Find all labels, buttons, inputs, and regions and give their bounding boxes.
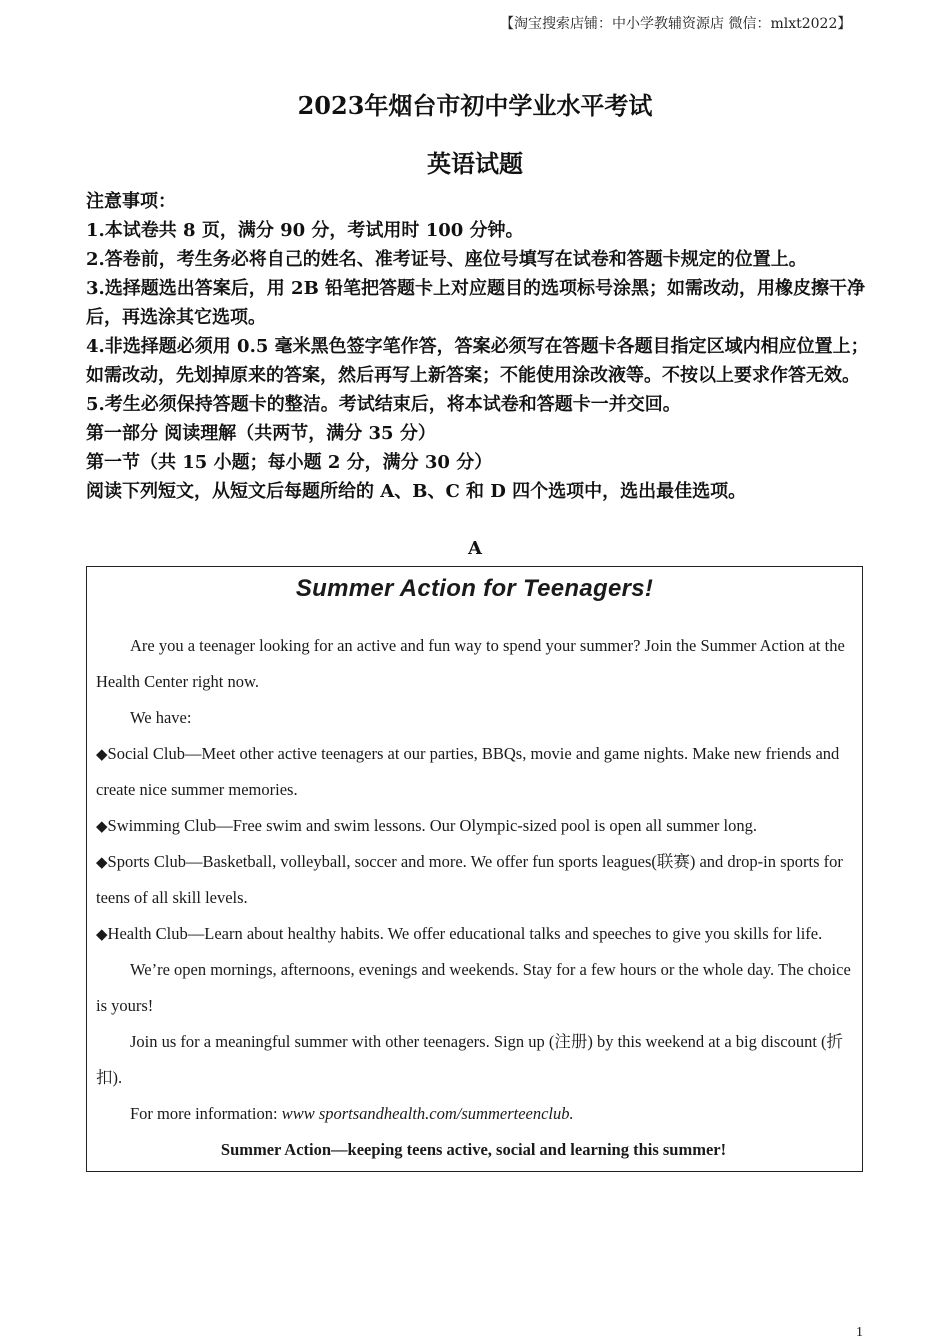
passage-open-hours: We’re open mornings, afternoons, evenings and weekends. Stay for a few hours or the whole day. The choice is yours! (96, 960, 851, 1015)
passage-box (86, 566, 863, 1172)
passage-join: Join us for a meaningful summer with other teenagers. Sign up (注册) by this weekend at a big discount (折扣). (96, 1032, 844, 1087)
note-item: 3.选择题选出答案后，用 2B 铅笔把答题卡上对应题目的选项标号涂黑；如需改动，用橡皮擦干净后，再选涂其它选项。 (86, 278, 866, 328)
passage-tagline: Summer Action—keeping teens active, social and learning this summer! (220, 1140, 727, 1159)
passage-we-have: We have: (130, 708, 192, 727)
diamond-bullet-icon: ◆ (96, 817, 108, 835)
info-label: For more information: (130, 1104, 282, 1123)
list-item-text: Social Club—Meet other active teenagers at our parties, BBQs, movie and game nights. Make new friends and create nice summer memories. (96, 744, 840, 799)
list-item-text: Sports Club—Basketball, volleyball, soccer and more. We offer fun sports leagues(联赛) and drop-in sports for teens of all skill levels. (96, 852, 843, 907)
note-item: 5.考生必须保持答题卡的整洁。考试结束后，将本试卷和答题卡一并交回。 (86, 394, 681, 415)
exam-title: 2023年烟台市初中学业水平考试 (297, 91, 653, 120)
info-link[interactable]: www sportsandhealth.com/summerteenclub. (281, 1104, 574, 1123)
exam-notes (86, 187, 876, 506)
part-heading: 第一部分 阅读理解（共两节，满分 35 分） (86, 423, 436, 444)
passage-info (96, 1096, 851, 1132)
instruction: 阅读下列短文，从短文后每题所给的 A、B、C 和 D 四个选项中，选出最佳选项。 (86, 481, 747, 502)
passage-body (96, 628, 851, 1168)
diamond-bullet-icon: ◆ (96, 925, 108, 943)
passage-intro: Are you a teenager looking for an active and fun way to spend your summer? Join the Summer Action at the Health Center right now. (96, 636, 845, 691)
page-number: 1 (856, 1325, 863, 1340)
list-item (96, 808, 851, 844)
subject-title: 英语试题 (427, 149, 523, 178)
notes-heading: 注意事项： (86, 191, 176, 212)
note-item: 1.本试卷共 8 页，满分 90 分，考试用时 100 分钟。 (86, 220, 524, 241)
passage-letter: A (468, 538, 482, 559)
list-item-text: Swimming Club—Free swim and swim lessons. Our Olympic-sized pool is open all summer long. (107, 816, 757, 835)
diamond-bullet-icon: ◆ (96, 745, 108, 763)
note-item: 2.答卷前，考生务必将自己的姓名、准考证号、座位号填写在试卷和答题卡规定的位置上。 (86, 249, 807, 270)
section-heading: 第一节（共 15 小题；每小题 2 分，满分 30 分） (86, 452, 493, 473)
list-item (96, 916, 851, 952)
list-item (96, 844, 851, 916)
passage-title: Summer Action for Teenagers! (295, 575, 654, 602)
diamond-bullet-icon: ◆ (96, 853, 108, 871)
note-item: 4.非选择题必须用 0.5 毫米黑色签字笔作答，答案必须写在答题卡各题目指定区域内相应位置上；如需改动，先划掉原来的答案，然后再写上新答案；不能使用涂改液等。不按以上要求作答无效。 (86, 336, 869, 386)
list-item-text: Health Club—Learn about healthy habits. We offer educational talks and speeches to give you skills for life. (107, 924, 823, 943)
list-item (96, 736, 851, 808)
header-note: 【淘宝搜索店铺：中小学教辅资源店 微信：mlxt2022】 (500, 16, 852, 32)
